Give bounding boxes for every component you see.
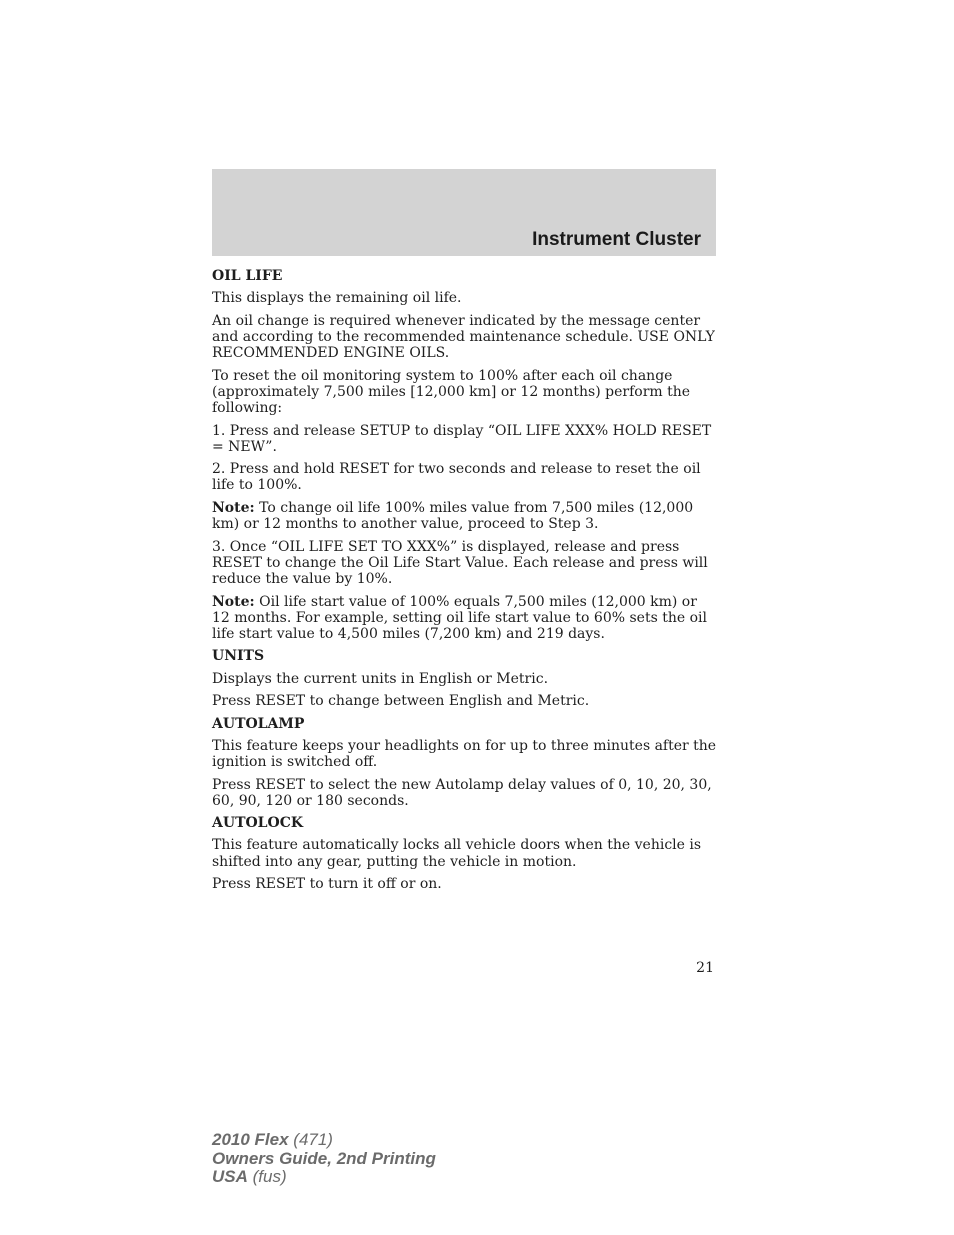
- units-paragraph-2: Press RESET to change between English and Metric.: [212, 693, 590, 710]
- oil-life-note-1: [212, 500, 718, 532]
- footer-model: 2010 Flex: [212, 1130, 289, 1149]
- oil-life-step-2: 2. Press and hold RESET for two seconds and release to reset the oil life to 100%.: [212, 461, 701, 494]
- oil-life-step-3: 3. Once “OIL LIFE SET TO XXX%” is displayed, release and press RESET to change the Oil Life Start Value. Each release and press will reduce the value by 10%.: [212, 538, 708, 588]
- footer-line-guide: Owners Guide, 2nd Printing: [212, 1148, 436, 1168]
- heading-oil-life: OIL LIFE: [212, 268, 283, 284]
- oil-life-paragraph-3: To reset the oil monitoring system to 100% after each oil change (approximately 7,500 miles [12,000 km] or 12 months) perform the following:: [212, 367, 691, 417]
- section-title: Instrument Cluster: [532, 229, 701, 250]
- footer-line-market: [212, 1168, 436, 1187]
- autolamp-paragraph-1: This feature keeps your headlights on for up to three minutes after the ignition is switched off.: [212, 737, 717, 771]
- footer-model-code: (471): [288, 1130, 333, 1149]
- heading-autolamp: AUTOLAMP: [212, 715, 305, 732]
- footer-line-model: [212, 1131, 436, 1150]
- footer-market: USA: [212, 1167, 248, 1186]
- autolock-paragraph-1: This feature automatically locks all vehicle doors when the vehicle is shifted into any gear, putting the vehicle in motion.: [212, 837, 702, 870]
- oil-life-step-1: 1. Press and release SETUP to display “OIL LIFE XXX% HOLD RESET = NEW”.: [212, 422, 712, 455]
- page-body: [212, 268, 718, 899]
- autolamp-paragraph-2: Press RESET to select the new Autolamp delay values of 0, 10, 20, 30, 60, 90, 120 or 180 seconds.: [212, 776, 712, 809]
- page-number: 21: [696, 960, 714, 976]
- footer-market-code: (fus): [247, 1167, 287, 1186]
- autolock-paragraph-2: Press RESET to turn it off or on.: [212, 876, 442, 893]
- note-text: Oil life start value of 100% equals 7,500 miles (12,000 km) or 12 months. For example, setting oil life start value to 60% sets the oil life start value to 4,500 miles (7,200 km) and 219 days.: [212, 593, 707, 642]
- heading-units: UNITS: [212, 648, 265, 665]
- heading-autolock: AUTOLOCK: [212, 815, 304, 832]
- units-paragraph-1: Displays the current units in English or Metric.: [212, 670, 549, 687]
- note-label: Note:: [212, 499, 255, 516]
- note-label: Note:: [212, 593, 255, 610]
- note-text: To change oil life 100% miles value from 7,500 miles (12,000 km) or 12 months to another value, proceed to Step 3.: [212, 499, 694, 533]
- oil-life-note-2: [212, 594, 718, 643]
- oil-life-paragraph-1: This displays the remaining oil life.: [212, 290, 462, 307]
- oil-life-paragraph-2: An oil change is required whenever indicated by the message center and according to the recommended maintenance schedule. USE ONLY RECOMMENDED ENGINE OILS.: [212, 312, 715, 362]
- footer-imprint: [212, 1131, 436, 1187]
- section-header-band: [212, 169, 716, 256]
